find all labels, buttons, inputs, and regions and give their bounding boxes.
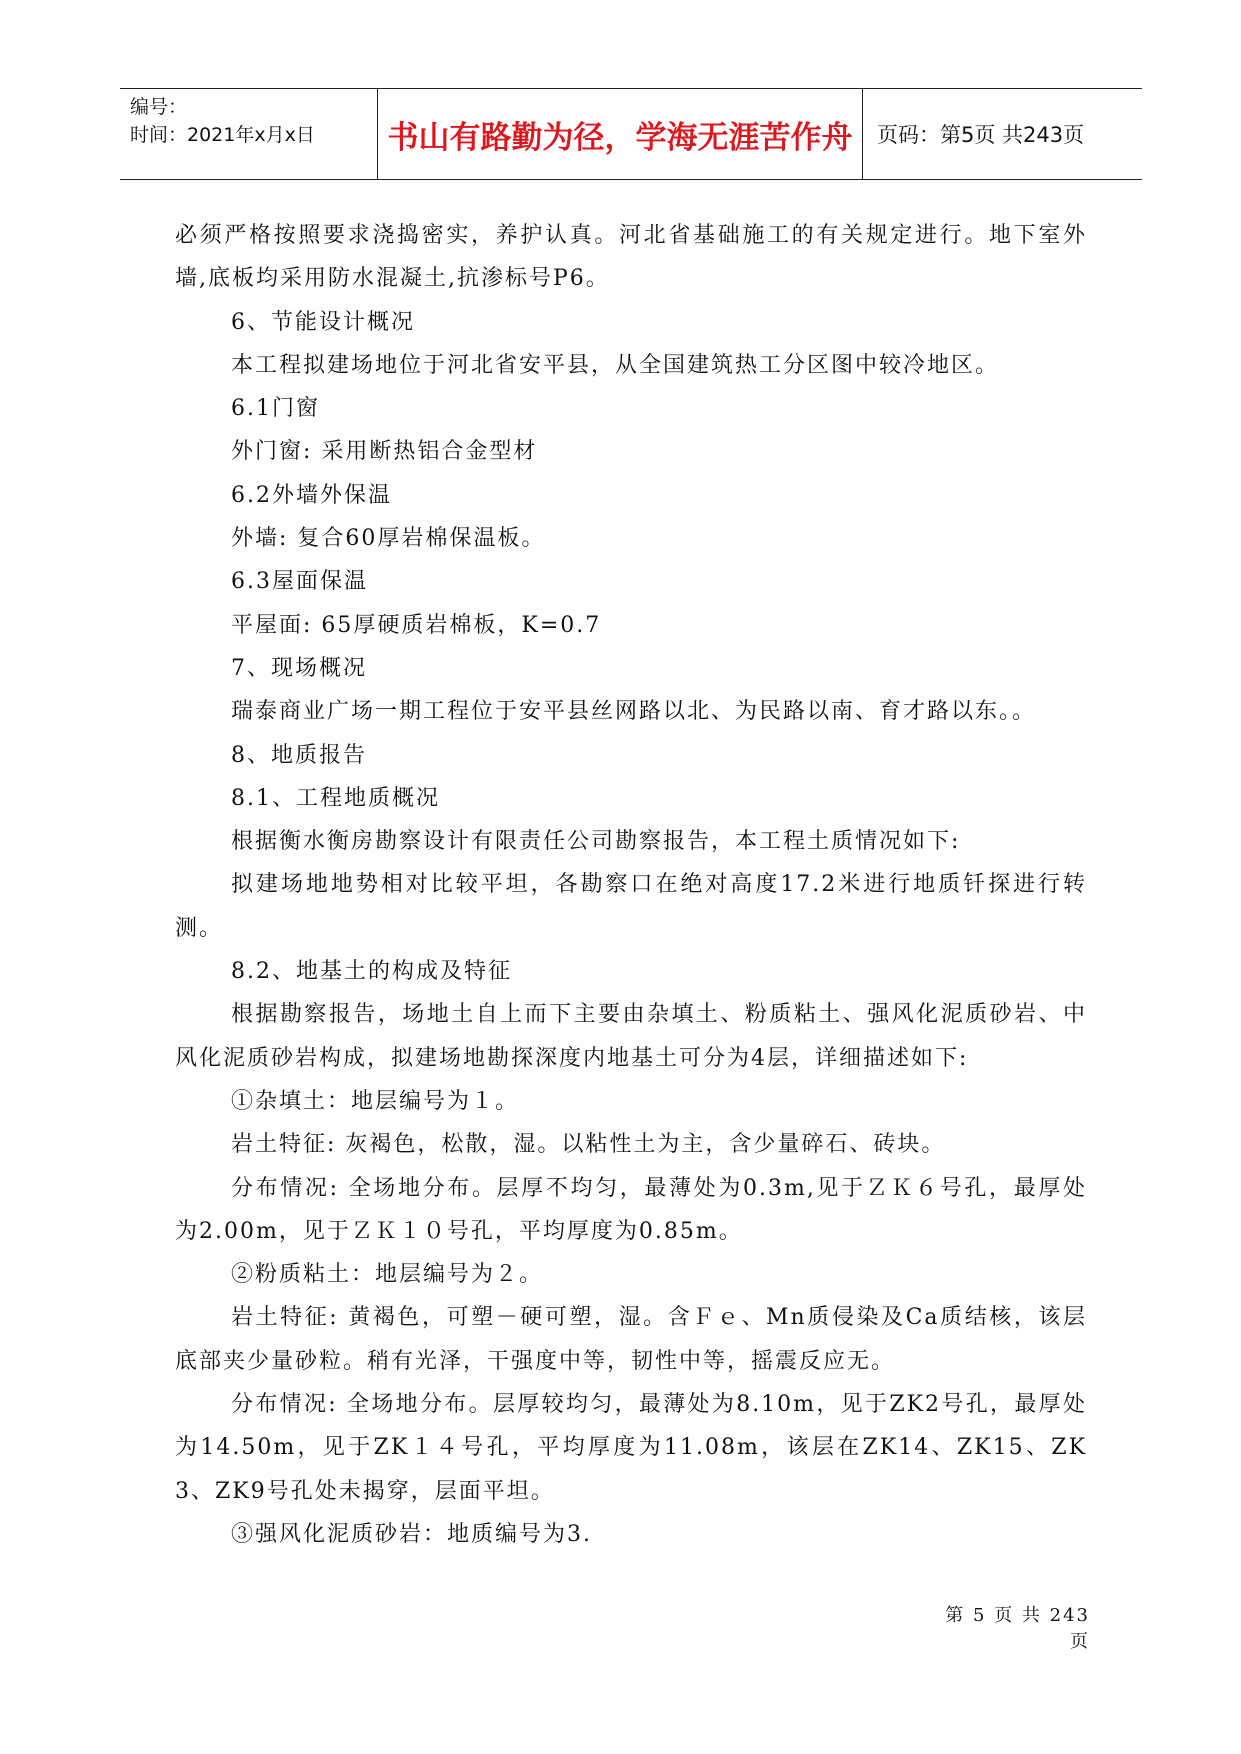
subsection-heading: 6.2外墙外保温 <box>231 482 392 508</box>
time-label: 时间：2021年x月x日 <box>130 124 315 146</box>
paragraph: 必须严格按照要求浇捣密实，养护认真。河北省基础施工的有关规定进行。地下室外墙,底板均采用防水混凝土,抗渗标号P6。 <box>175 223 1087 292</box>
subsection-heading: 8.2、地基土的构成及特征 <box>231 959 512 985</box>
subsection-heading: 8.1、工程地质概况 <box>231 785 440 811</box>
paragraph: 外墙: 复合60厚岩棉保温板。 <box>231 526 546 552</box>
page-footer: 第 5 页 共 243 页 <box>945 1605 1090 1652</box>
paragraph: ①杂填土：地层编号为１。 <box>231 1088 520 1114</box>
section-heading: 6、节能设计概况 <box>231 309 415 335</box>
paragraph: 瑞泰商业广场一期工程位于安平县丝网路以北、为民路以南、育才路以东。。 <box>231 699 1037 725</box>
paragraph: ③强风化泥质砂岩：地质编号为3. <box>231 1521 592 1547</box>
paragraph: 分布情况: 全场地分布。层厚不均匀，最薄处为0.3m,见于ＺＫ６号孔，最厚处为2.00m，见于ＺＫ１０号孔，平均厚度为0.85m。 <box>175 1175 1087 1244</box>
paragraph: 平屋面: 65厚硬质岩棉板，K=0.7 <box>231 612 602 638</box>
paragraph: 本工程拟建场地位于河北省安平县，从全国建筑热工分区图中较冷地区。 <box>231 352 1000 378</box>
paragraph: 外门窗: 采用断热铝合金型材 <box>231 439 538 465</box>
section-heading: 7、现场概况 <box>231 655 367 681</box>
header-motto: 书山有路勤为径，学海无涯苦作舟 <box>378 89 863 179</box>
paragraph: 根据衡水衡房勘察设计有限责任公司勘察报告，本工程土质情况如下: <box>231 829 961 855</box>
paragraph: 根据勘察报告，场地土自上而下主要由杂填土、粉质粘土、强风化泥质砂岩、中风化泥质砂岩构成，拟建场地勘探深度内地基土可分为4层，详细描述如下: <box>175 1002 1087 1071</box>
subsection-heading: 6.3屋面保温 <box>231 569 368 595</box>
paragraph: 拟建场地地势相对比较平坦，各勘察口在绝对高度17.2米进行地质钎探进行转测。 <box>175 872 1087 941</box>
subsection-heading: 6.1门窗 <box>231 396 320 422</box>
paragraph: ②粉质粘土：地层编号为２。 <box>231 1262 544 1288</box>
number-label: 编号： <box>130 96 188 118</box>
paragraph: 分布情况: 全场地分布。层厚较均匀，最薄处为8.10m，见于ZK2号孔，最厚处为14.50m，见于ZK１４号孔，平均厚度为11.08m，该层在ZK14、ZK15、ZK3、ZK9号孔处未揭穿，层面平坦。 <box>175 1392 1087 1504</box>
document-body <box>175 214 1087 1556</box>
header-page-info: 页码：第5页 共243页 <box>877 123 1085 147</box>
paragraph: 岩土特征: 灰褐色，松散，湿。以粘性土为主，含少量碎石、砖块。 <box>231 1132 946 1158</box>
header-meta <box>120 89 378 179</box>
page-header <box>120 88 1142 180</box>
paragraph: 岩土特征: 黄褐色，可塑－硬可塑，湿。含Ｆｅ、Mn质侵染及Ca质结核，该层底部夹少量砂粒。稍有光泽，干强度中等，韧性中等，摇震反应无。 <box>175 1305 1087 1374</box>
section-heading: 8、地质报告 <box>231 742 367 768</box>
